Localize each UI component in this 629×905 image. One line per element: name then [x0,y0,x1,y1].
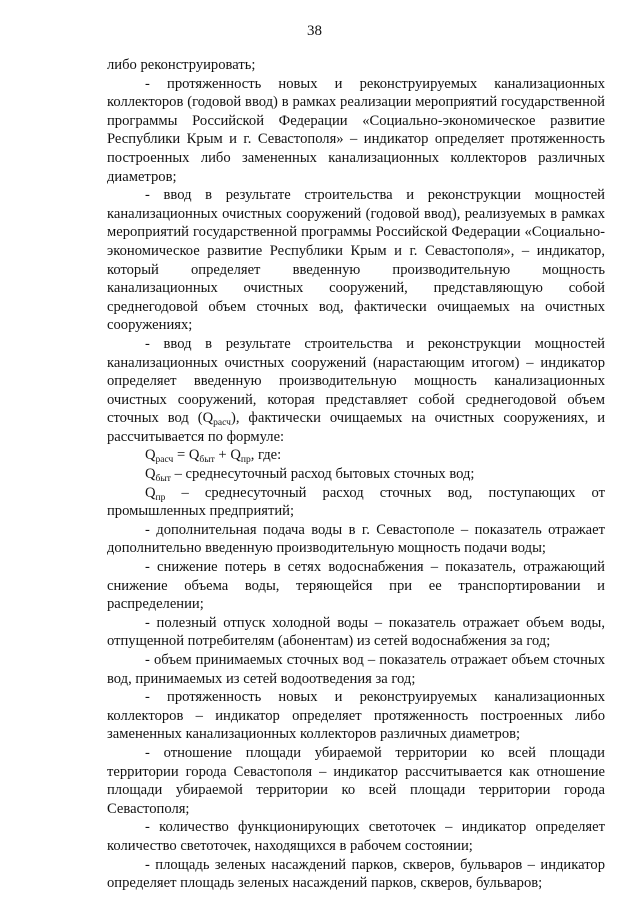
document-body [107,56,605,893]
paragraph: - полезный отпуск холодной воды – показатель отражает объем воды, отпущенной потребителям (абонентам) из сетей водоснабжения за год; [107,614,605,650]
paragraph-text: - ввод в результате строительства и реконструкции мощностей канализационных очистных сооружений (нарастающим итогом) – индикатор определяет введенную производительную мощность канализационных очистных сооружений, которая представляет собой среднегодовой объем сточных вод (Q [107,335,605,427]
definition-subscript: быт [155,474,171,485]
paragraph [107,335,605,447]
definition [107,465,605,484]
paragraph: - дополнительная подача воды в г. Севастополе – показатель отражает дополнительно введенную производительную мощность подачи воды; [107,521,605,557]
formula-operator: + [214,447,231,464]
paragraph: - объем принимаемых сточных вод – показатель отражает объем сточных вод, принимаемых из сетей водоотведения за год; [107,652,605,687]
definition-text: – среднесуточный расход бытовых сточных вод; [170,466,475,483]
paragraph: - снижение потерь в сетях водоснабжения – показатель, отражающий снижение объема воды, теряющейся при ее транспортировании и распределении; [107,559,605,613]
formula-tail: , где: [250,447,282,464]
formula [107,446,605,465]
definition-subscript: пр [155,492,166,503]
formula-symbol: Q [188,447,200,464]
page-number: 38 [307,23,322,39]
paragraph: - ввод в результате строительства и реконструкции мощностей канализационных очистных сооружений (годовой ввод), реализуемых в рамках мероприятий государственной программы Российской Федерации «Социально-экономическое развитие Республики Крым и г. Севастополя», – индикатор, который определяет введенную производительную мощность канализационных очистных сооружений, представляющую собой среднегодовой объем сточных вод, фактически очищаемых на очистных сооружениях; [107,187,605,334]
paragraph: - количество функционирующих светоточек – индикатор определяет количество светоточек, находящихся в рабочем состоянии; [107,819,605,854]
formula-symbol: Q [145,447,156,464]
formula-symbol: Q [230,447,241,464]
formula-operator: = [173,447,189,464]
formula-subscript: быт [199,455,215,466]
paragraph: либо реконструировать; [107,57,256,73]
paragraph-text: ), фактически очищаемых на очистных сооружениях, и рассчитывается по формуле: [107,410,606,445]
formula-subscript: пр [240,455,251,466]
subscript: расч [213,418,231,429]
formula-subscript: расч [155,455,174,466]
definition-text: – среднесуточный расход сточных вод, поступающих от промышленных предприятий; [107,484,605,520]
paragraph: - площадь зеленых насаждений парков, скверов, бульваров – индикатор определяет площадь зеленых насаждений парков, скверов, бульваров; [107,856,605,892]
definition [107,484,605,521]
paragraph: - протяженность новых и реконструируемых канализационных коллекторов (годовой ввод) в рамках реализации мероприятий государственной программы Российской Федерации «Социально-экономическое развитие Республики Крым и г. Севастополя» – индикатор определяет протяженность построенных либо замененных канализационных коллекторов различных диаметров; [107,75,605,185]
paragraph: - отношение площади убираемой территории ко всей площади территории города Севастополя – индикатор рассчитывается как отношение площади убираемой территории ко всей площади территории города Севастополя; [107,744,605,817]
paragraph: - протяженность новых и реконструируемых канализационных коллекторов – индикатор определяет протяженность построенных либо замененных канализационных коллекторов различных диаметров; [107,689,605,743]
definition-symbol: Q [145,466,156,483]
definition-symbol: Q [145,484,156,501]
